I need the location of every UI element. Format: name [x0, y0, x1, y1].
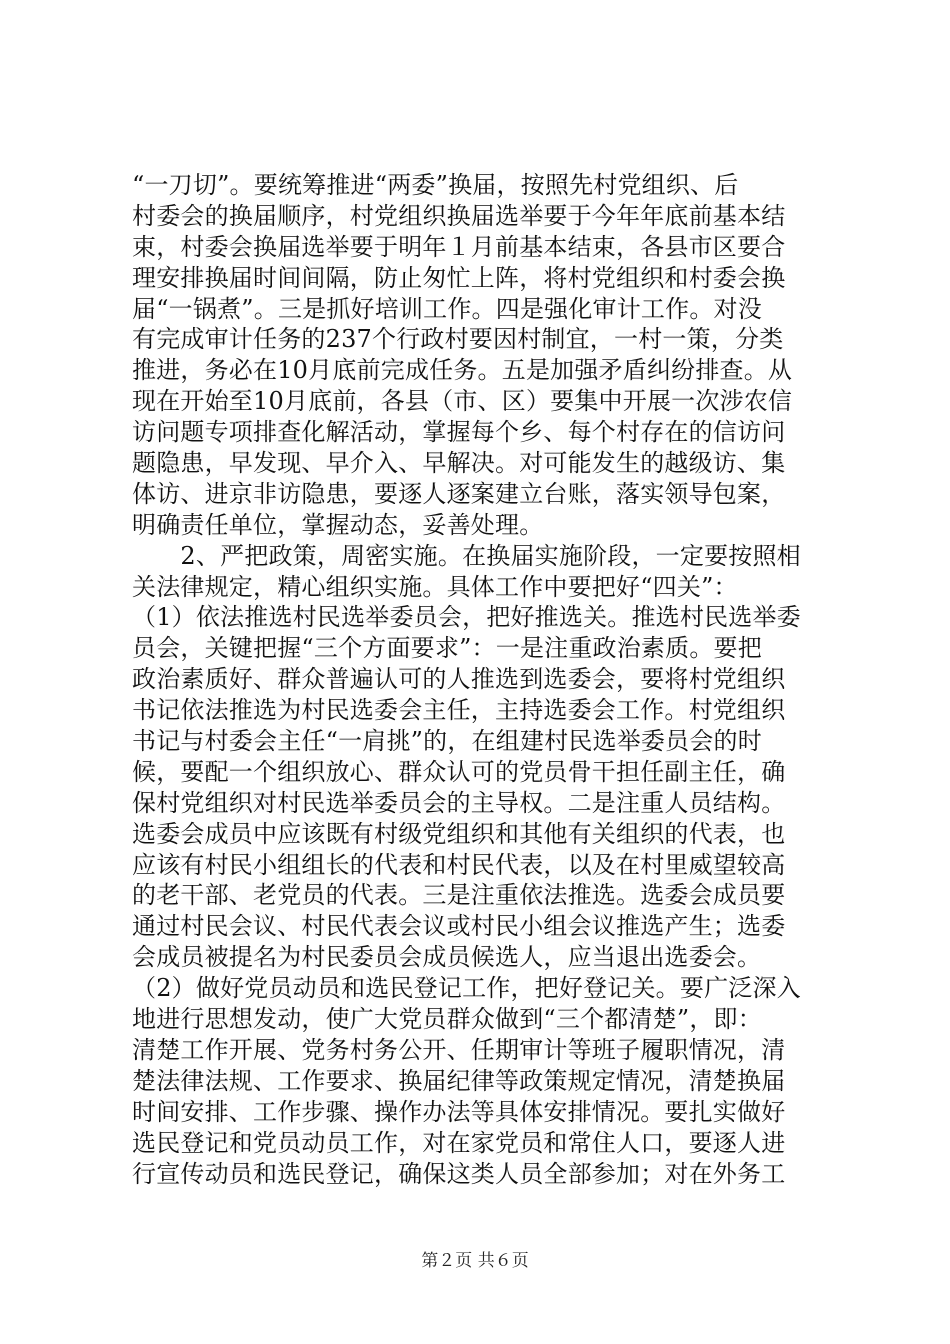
text-line: 楚法律法规、工作要求、换届纪律等政策规定情况，清楚换届	[132, 1066, 786, 1095]
text-line: 题隐患，早发现、早介入、早解决。对可能发生的越级访、集	[132, 449, 786, 478]
page-footer: 第２页 共６页	[421, 1251, 529, 1271]
text-line: 时间安排、工作步骤、操作办法等具体安排情况。要扎实做好	[132, 1097, 786, 1126]
text-line: 选委会成员中应该既有村级党组织和其他有关组织的代表，也	[132, 819, 786, 848]
text-line: 会成员被提名为村民委员会成员候选人，应当退出选委会。	[132, 943, 762, 972]
text-line: 选民登记和党员动员工作，对在家党员和常住人口，要逐人进	[132, 1128, 786, 1157]
text-line: 明确责任单位，掌握动态，妥善处理。	[132, 510, 544, 539]
text-line: 通过村民会议、村民代表会议或村民小组会议推选产生；选委	[132, 912, 786, 941]
text-line: 员会，关键把握“三个方面要求”：一是注重政治素质。要把	[132, 634, 762, 663]
text-line: 保村党组织对村民选举委员会的主导权。二是注重人员结构。	[132, 788, 786, 817]
text-line: 现在开始至10月底前，各县（市、区）要集中开展一次涉农信	[132, 387, 793, 416]
text-line: 体访、进京非访隐患，要逐人逐案建立台账，落实领导包案，	[132, 479, 786, 508]
text-line: 书记依法推选为村民选委会主任，主持选委会工作。村党组织	[132, 696, 786, 725]
text-line: “一刀切”。要统筹推进“两委”换届，按照先村党组织、后	[132, 171, 739, 199]
document-body	[132, 170, 832, 1189]
text-line: 推进，务必在10月底前完成任务。五是加强矛盾纠纷排查。从	[132, 356, 793, 385]
text-line: 清楚工作开展、党务村务公开、任期审计等班子履职情况，清	[132, 1035, 786, 1064]
text-line: 访问题专项排查化解活动，掌握每个乡、每个村存在的信访问	[132, 418, 786, 447]
text-line: （1）依法推选村民选举委员会，把好推选关。推选村民选举委	[132, 603, 801, 632]
text-line: 有完成审计任务的237个行政村要因村制宜，一村一策，分类	[132, 325, 784, 354]
text-line: 候，要配一个组织放心、群众认可的党员骨干担任副主任，确	[132, 757, 786, 786]
text-line: 2、严把政策，周密实施。在换届实施阶段，一定要按照相	[132, 541, 801, 570]
text-line: 应该有村民小组组长的代表和村民代表，以及在村里威望较高	[132, 850, 786, 879]
text-line: （2）做好党员动员和选民登记工作，把好登记关。要广泛深入	[132, 974, 801, 1003]
text-line: 村委会的换届顺序，村党组织换届选举要于今年年底前基本结	[132, 201, 786, 230]
text-line: 地进行思想发动，使广大党员群众做到“三个都清楚”，即：	[132, 1005, 762, 1034]
text-line: 政治素质好、群众普遍认可的人推选到选委会，要将村党组织	[132, 665, 786, 694]
text-line: 书记与村委会主任“一肩挑”的，在组建村民选举委员会的时	[132, 727, 762, 756]
text-line: 届“一锅煮”。三是抓好培训工作。四是强化审计工作。对没	[132, 294, 762, 323]
text-line: 关法律规定，精心组织实施。具体工作中要把好“四关”：	[132, 572, 738, 601]
text-line: 行宣传动员和选民登记，确保这类人员全部参加；对在外务工	[132, 1159, 786, 1188]
text-line: 的老干部、老党员的代表。三是注重依法推选。选委会成员要	[132, 881, 786, 910]
text-line: 理安排换届时间间隔，防止匆忙上阵，将村党组织和村委会换	[132, 263, 786, 292]
text-line: 束，村委会换届选举要于明年１月前基本结束，各县市区要合	[132, 232, 786, 261]
